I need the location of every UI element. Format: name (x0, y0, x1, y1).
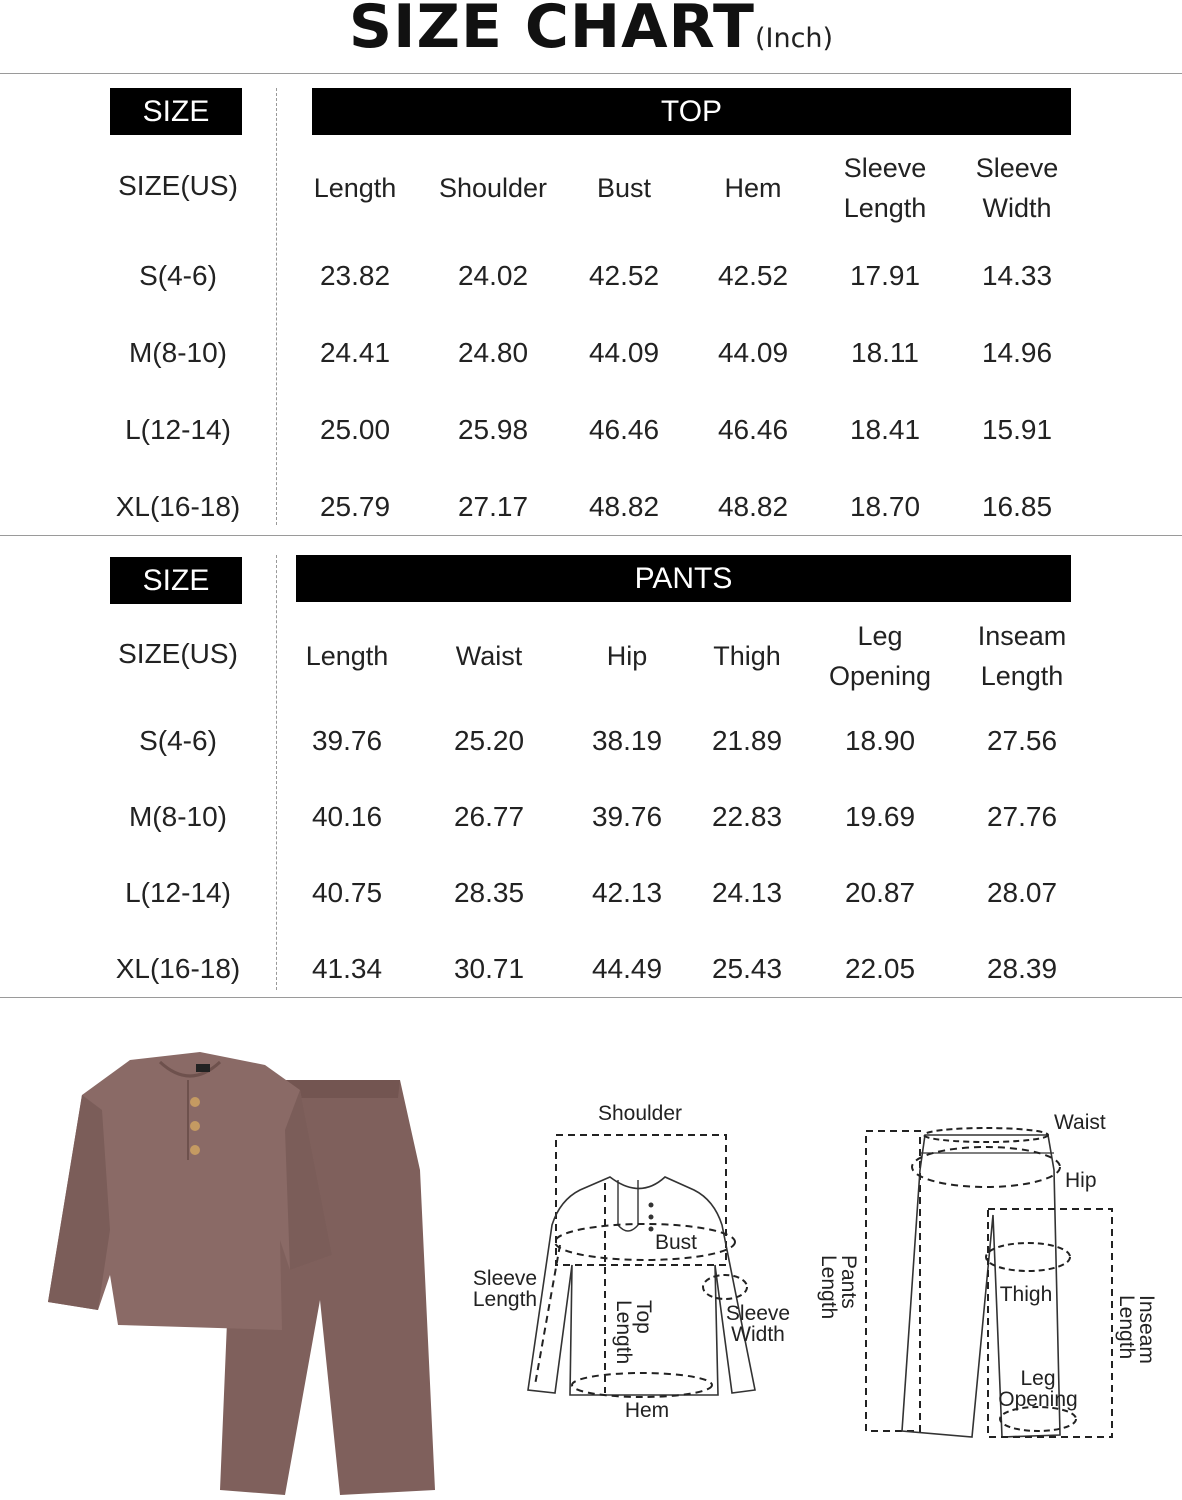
table-cell: 27.56 (986, 725, 1058, 756)
table-cell: 46.46 (717, 414, 789, 445)
title-unit: (Inch) (754, 23, 834, 54)
table-cell: 22.83 (711, 801, 783, 832)
table-cell: 24.80 (457, 337, 529, 368)
table-cell: 40.75 (311, 877, 383, 908)
column-header: Thigh (713, 641, 781, 671)
table-cell: 19.69 (844, 801, 916, 832)
table-cell: 16.85 (981, 491, 1053, 522)
column-header: Length (313, 173, 397, 203)
size-label: XL(16-18) (115, 491, 241, 522)
table-cell: 39.76 (591, 801, 663, 832)
column-header: Shoulder (438, 173, 548, 203)
table-cell: 42.52 (588, 260, 660, 291)
inseam-length-label-1: Inseam (1135, 1295, 1158, 1364)
size-label: L(12-14) (125, 877, 231, 908)
table-cell: 15.91 (981, 414, 1053, 445)
table-cell: 39.76 (311, 725, 383, 756)
column-header: Width (982, 193, 1052, 223)
table-cell: 18.11 (851, 337, 919, 368)
table-cell: 23.82 (319, 260, 391, 291)
sleeve-length-label-1: Sleeve (472, 1267, 538, 1290)
inseam-length-label-2: Length (1115, 1295, 1138, 1360)
column-header: Length (305, 641, 389, 671)
table-cell: 38.19 (591, 725, 663, 756)
column-header: Length (843, 193, 927, 223)
table-cell: 24.41 (319, 337, 391, 368)
table-cell: 14.96 (981, 337, 1053, 368)
column-header: Inseam (977, 621, 1067, 651)
top-outline-icon (528, 1177, 755, 1395)
table-cell: 25.00 (319, 414, 391, 445)
button-icon (190, 1145, 200, 1155)
top-section-header: TOP (312, 88, 1071, 135)
size-label: M(8-10) (128, 801, 227, 832)
leg-opening-label-1: Leg (1020, 1367, 1056, 1390)
divider (0, 997, 1182, 998)
page-title (0, 0, 1182, 62)
product-photo (40, 1050, 460, 1500)
hip-label: Hip (1065, 1169, 1097, 1192)
table-cell: 24.13 (711, 877, 783, 908)
table-cell: 18.90 (844, 725, 916, 756)
sleeve-width-label-1: Sleeve (725, 1302, 790, 1325)
leg-opening-label-2: Opening (998, 1388, 1078, 1411)
top-row-header: SIZE(US) (118, 170, 238, 201)
table-cell: 17.91 (849, 260, 921, 291)
column-header: Waist (455, 641, 523, 671)
sleeve-length-label-2: Length (472, 1288, 538, 1311)
button-icon (190, 1121, 200, 1131)
thigh-label: Thigh (999, 1283, 1053, 1306)
table-cell: 20.87 (844, 877, 916, 908)
shoulder-label: Shoulder (597, 1102, 683, 1125)
column-header: Sleeve (975, 153, 1059, 183)
column-divider (276, 555, 277, 990)
table-cell: 25.79 (319, 491, 391, 522)
table-cell: 25.43 (711, 953, 783, 984)
top-measurement-diagram (460, 1095, 790, 1425)
pants-section-header: PANTS (296, 555, 1071, 602)
table-cell: 18.70 (849, 491, 921, 522)
bust-label: Bust (655, 1231, 698, 1254)
table-cell: 26.77 (453, 801, 525, 832)
top-size-header: SIZE (110, 88, 242, 135)
table-cell: 42.13 (591, 877, 663, 908)
sleeve-width-label-2: Width (731, 1323, 785, 1346)
table-cell: 21.89 (711, 725, 783, 756)
top-length-label-1: Top (632, 1300, 655, 1334)
column-header: Hem (724, 173, 782, 203)
divider (0, 535, 1182, 536)
size-label: S(4-6) (139, 725, 217, 756)
column-header: Length (980, 661, 1064, 691)
waist-label: Waist (1054, 1111, 1106, 1134)
table-cell: 30.71 (453, 953, 525, 984)
pants-measurement-diagram (810, 1105, 1170, 1445)
table-cell: 42.52 (717, 260, 789, 291)
table-cell: 44.09 (588, 337, 660, 368)
table-cell: 14.33 (981, 260, 1053, 291)
button-icon (190, 1097, 200, 1107)
table-cell: 44.09 (717, 337, 789, 368)
hem-label: Hem (624, 1399, 670, 1422)
pants-size-header: SIZE (110, 557, 242, 604)
table-cell: 24.02 (457, 260, 529, 291)
table-cell: 48.82 (588, 491, 660, 522)
table-cell: 28.07 (986, 877, 1058, 908)
pants-row-header: SIZE(US) (118, 638, 238, 669)
divider (0, 73, 1182, 74)
size-label: S(4-6) (139, 260, 217, 291)
column-header: Bust (596, 173, 652, 203)
table-cell: 27.17 (457, 491, 529, 522)
table-cell: 22.05 (844, 953, 916, 984)
table-cell: 41.34 (311, 953, 383, 984)
top-length-label-2: Length (612, 1300, 635, 1365)
size-label: XL(16-18) (115, 953, 241, 984)
pants-length-label-1: Pants (837, 1255, 860, 1309)
table-cell: 44.49 (591, 953, 663, 984)
size-label: L(12-14) (125, 414, 231, 445)
table-cell: 18.41 (849, 414, 921, 445)
size-label: M(8-10) (128, 337, 227, 368)
table-cell: 25.98 (457, 414, 529, 445)
table-cell: 28.35 (453, 877, 525, 908)
column-header: Hip (606, 641, 648, 671)
table-cell: 40.16 (311, 801, 383, 832)
column-header: Opening (828, 661, 932, 691)
table-cell: 48.82 (717, 491, 789, 522)
pants-length-label-2: Length (817, 1255, 840, 1320)
title-main: SIZE CHART (348, 0, 755, 62)
table-cell: 28.39 (986, 953, 1058, 984)
table-cell: 25.20 (453, 725, 525, 756)
table-cell: 46.46 (588, 414, 660, 445)
column-header: Sleeve (843, 153, 927, 183)
column-header: Leg (857, 621, 903, 651)
table-cell: 27.76 (986, 801, 1058, 832)
column-divider (276, 88, 277, 525)
